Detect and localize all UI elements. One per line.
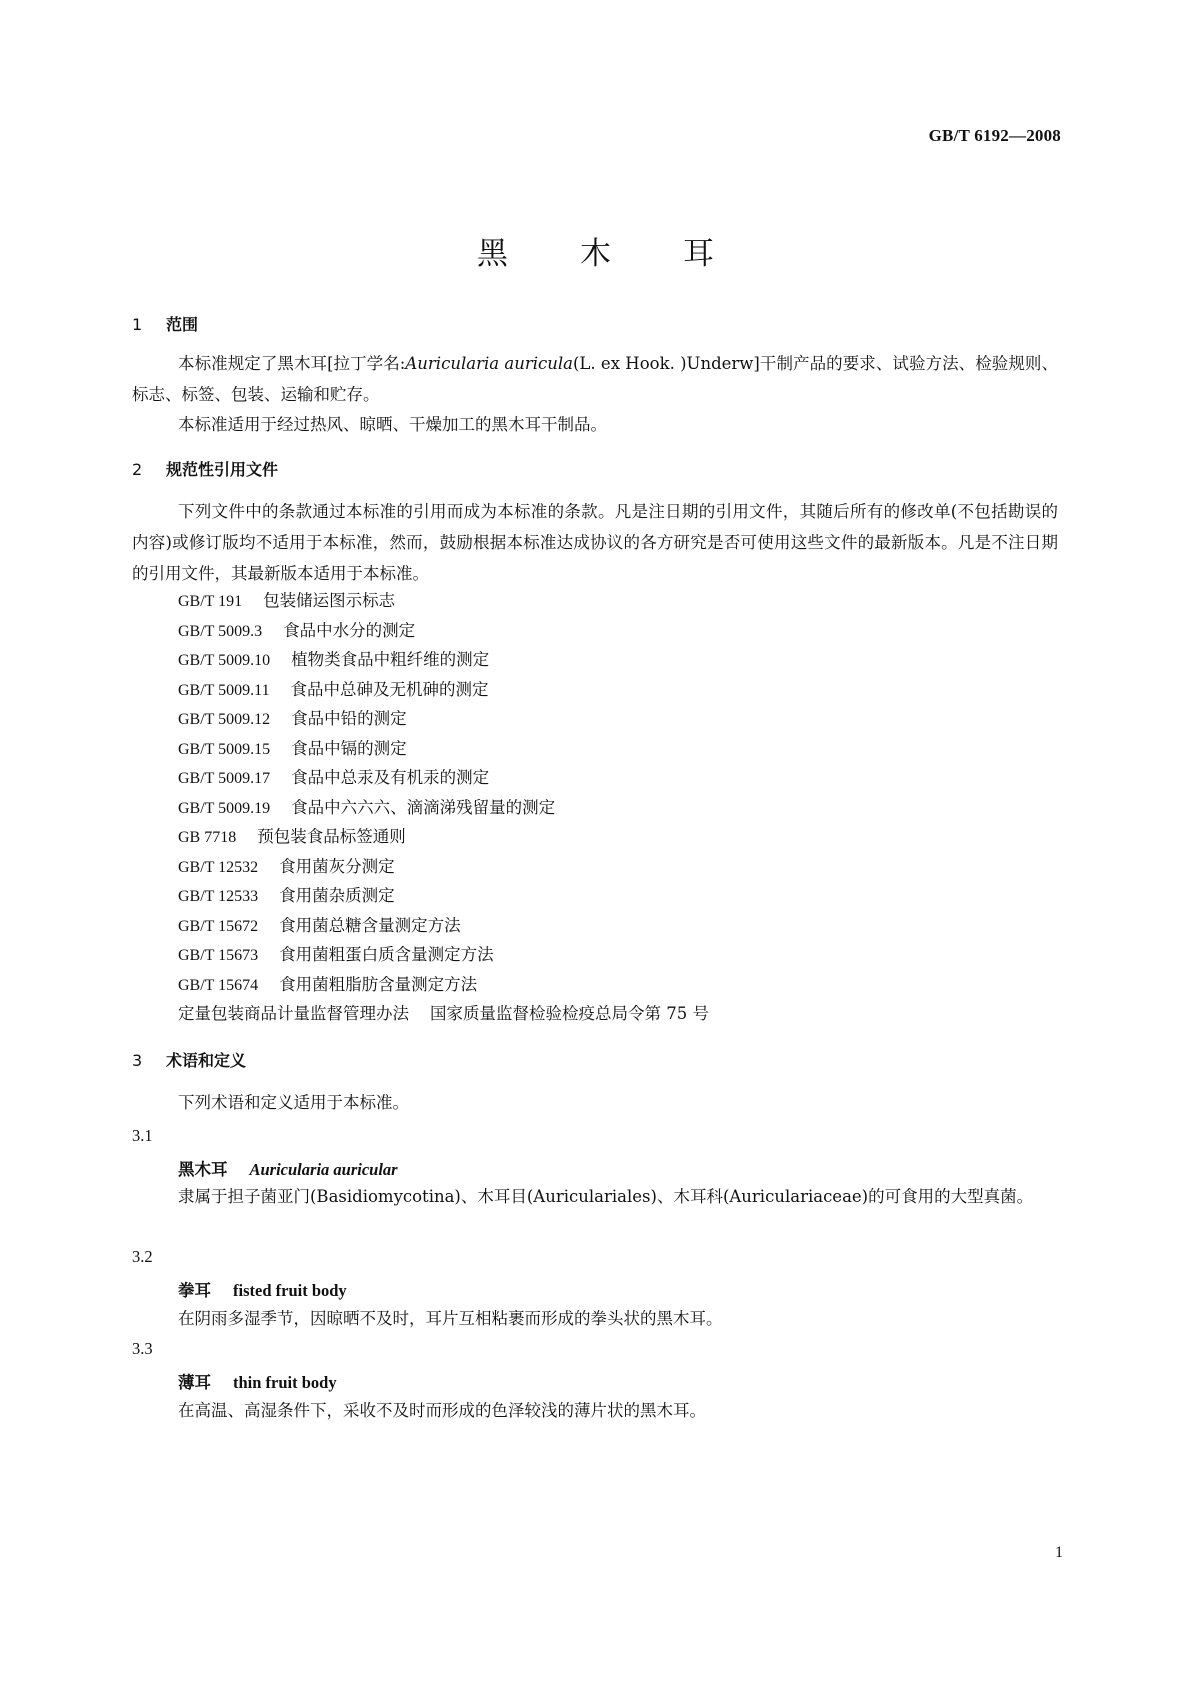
clause-number: 3.3 — [132, 1339, 153, 1358]
reference-item: GB/T 15673 食用菌粗蛋白质含量测定方法 — [178, 945, 494, 964]
section-heading-scope — [132, 312, 198, 335]
reference-item: GB/T 5009.19 食品中六六六、滴滴涕残留量的测定 — [178, 798, 556, 817]
reference-item: GB/T 5009.15 食品中镉的测定 — [178, 739, 407, 758]
section-title: 术语和定义 — [166, 1051, 247, 1070]
term-definition: 在高温、高湿条件下，采收不及时而形成的色泽较浅的薄片状的黑木耳。 — [178, 1401, 706, 1420]
section-heading-normative-references — [132, 457, 278, 480]
title-char: 黑 — [477, 236, 508, 272]
term-definition: 隶属于担子菌亚门(Basidiomycotina)、木耳目(Auriculariales)、木耳科(Auriculariaceae)的可食用的大型真菌。 — [178, 1187, 1034, 1206]
title-char: 耳 — [683, 236, 714, 272]
reference-item: GB/T 5009.11 食品中总砷及无机砷的测定 — [178, 680, 489, 699]
standard-code: GB/T 6192—2008 — [928, 126, 1061, 145]
reference-item: GB/T 5009.10 植物类食品中粗纤维的测定 — [178, 650, 490, 669]
term-entry: 黑木耳 Auricularia auricular — [178, 1160, 398, 1179]
terms-intro: 下列术语和定义适用于本标准。 — [178, 1093, 409, 1112]
reference-item: GB/T 191 包装储运图示标志 — [178, 591, 396, 610]
section-title: 范围 — [166, 315, 199, 334]
section-heading-terms — [132, 1048, 246, 1071]
document-title — [0, 228, 1191, 273]
reference-item: GB/T 5009.17 食品中总汞及有机汞的测定 — [178, 768, 490, 787]
section-number: 1 — [132, 315, 143, 334]
references-intro: 下列文件中的条款通过本标准的引用而成为本标准的条款。凡是注日期的引用文件，其随后所有的修改单(不包括勘误的内容)或修订版均不适用于本标准，然而，鼓励根据本标准达成协议的各方研究是否可使用这些文件的最新版本。凡是不注日期的引用文件，其最新版本适用于本标准。 — [132, 502, 1058, 583]
term-definition: 在阴雨多湿季节，因晾晒不及时，耳片互相粘裹而形成的拳头状的黑木耳。 — [178, 1309, 723, 1328]
reference-item: GB/T 15672 食用菌总糖含量测定方法 — [178, 916, 461, 935]
section-title: 规范性引用文件 — [166, 460, 279, 479]
section-number: 3 — [132, 1051, 143, 1070]
clause-number: 3.1 — [132, 1126, 153, 1145]
term-entry: 薄耳 thin fruit body — [178, 1373, 337, 1392]
reference-item: GB/T 15674 食用菌粗脂肪含量测定方法 — [178, 975, 478, 994]
reference-item: GB/T 12533 食用菌杂质测定 — [178, 886, 395, 905]
reference-item: GB/T 12532 食用菌灰分测定 — [178, 857, 395, 876]
reference-item: 定量包装商品计量监督管理办法 国家质量监督检验检疫总局令第 75 号 — [178, 1004, 709, 1023]
reference-item: GB/T 5009.12 食品中铅的测定 — [178, 709, 407, 728]
clause-number: 3.2 — [132, 1247, 153, 1266]
page-number: 1 — [1055, 1544, 1063, 1561]
term-entry: 拳耳 fisted fruit body — [178, 1281, 347, 1300]
reference-item: GB/T 5009.3 食品中水分的测定 — [178, 621, 416, 640]
scope-paragraph-2: 本标准适用于经过热风、晾晒、干燥加工的黑木耳干制品。 — [178, 415, 607, 434]
reference-item: GB 7718 预包装食品标签通则 — [178, 827, 406, 846]
title-char: 木 — [580, 236, 611, 272]
scope-paragraph-1: 本标准规定了黑木耳[拉丁学名:Auricularia auricula(L. ex Hook. )Underw]干制产品的要求、试验方法、检验规则、标志、标签、包装、运输和贮存。 — [132, 354, 1058, 404]
section-number: 2 — [132, 460, 143, 479]
